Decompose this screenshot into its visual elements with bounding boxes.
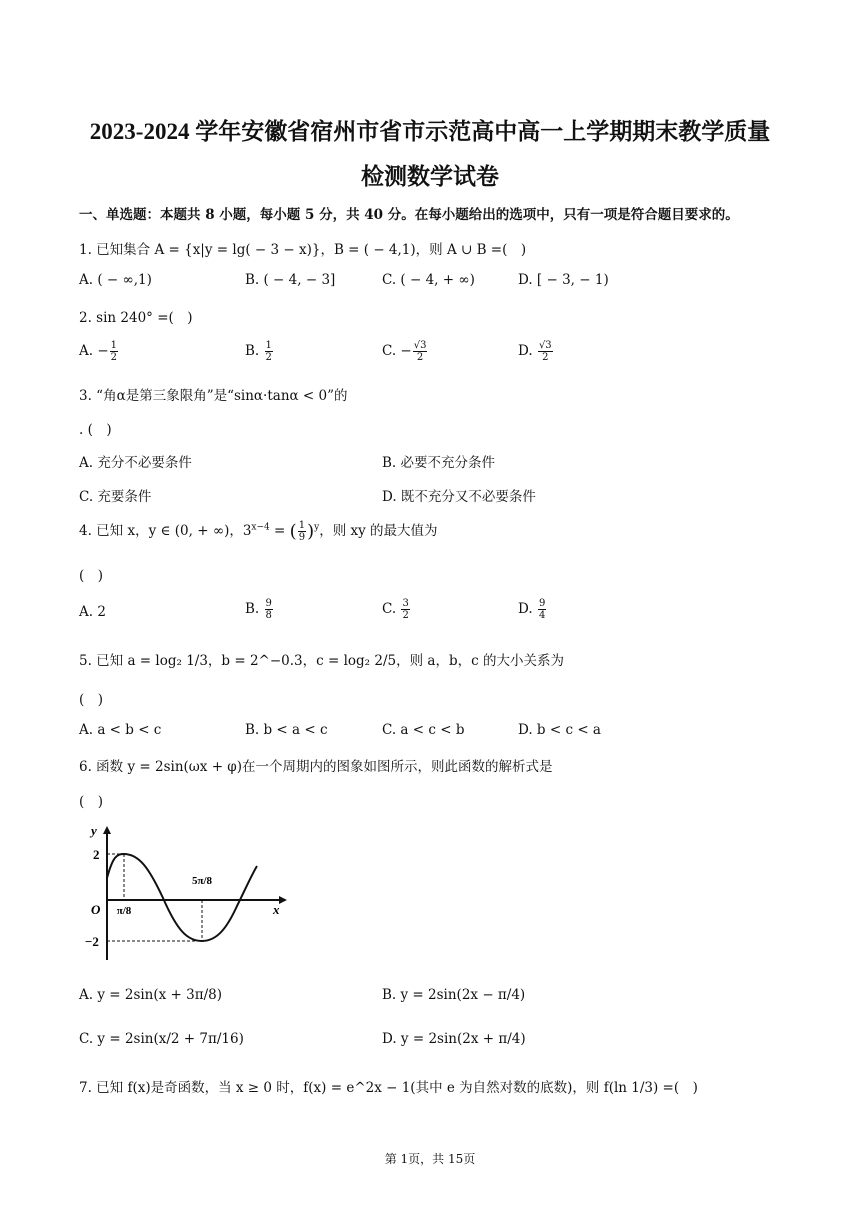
q4-option-a: A. 2	[79, 604, 106, 620]
q1-option-c: C. ( − 4, + ∞)	[382, 272, 475, 288]
q4-option-b: B. $\frac{9}{8}$	[245, 598, 272, 621]
q2-option-c: C. − $\frac{√3}{2}$	[382, 340, 427, 363]
sine-curve	[107, 854, 257, 941]
q3-option-d: D. 既不充分又不必要条件	[382, 489, 536, 505]
x-axis-label: x	[273, 902, 280, 917]
q2-c-fraction: $\frac{√3}{2}$	[413, 340, 427, 363]
question-7-stem: 7. 已知 f(x)是奇函数，当 x ≥ 0 时，f(x) = e^2x − 1(其中 e 为自然对数的底数)，则 f(ln 1/3) =( )	[79, 1080, 698, 1096]
question-6-paren: ( )	[79, 794, 104, 810]
q6-option-c: C. y = 2sin(x/2 + 7π/16)	[79, 1031, 244, 1047]
q2-a-fraction: $\frac{1}{2}$	[110, 340, 118, 363]
q5-option-c: C. a < c < b	[382, 722, 465, 738]
question-3-paren: . ( )	[79, 422, 112, 438]
question-5-paren: ( )	[79, 692, 104, 708]
q2-option-d: D. $\frac{√3}{2}$	[518, 340, 552, 363]
pi8-label: π/8	[116, 905, 132, 917]
q5-option-d: D. b < c < a	[518, 722, 601, 738]
exam-title-line1: 2023-2024 学年安徽省宿州市省市示范高中高一上学期期末教学质量	[89, 119, 771, 144]
origin-label: O	[91, 902, 101, 917]
q6-option-d: D. y = 2sin(2x + π/4)	[382, 1031, 526, 1047]
fivepi8-label: 5π/8	[191, 875, 213, 887]
question-3-stem: 3. “角α是第三象限角”是“sinα·tanα < 0”的	[79, 388, 348, 404]
max-label: 2	[93, 847, 100, 862]
question-4-stem: 4. 已知 x，y ∈ (0, + ∞)，$3^{x-4}$ = ( $\frac{1}{9}$ )$^y$，则 xy 的最大值为	[79, 520, 438, 543]
q6-option-b: B. y = 2sin(2x − π/4)	[382, 987, 526, 1003]
min-label: −2	[85, 934, 99, 949]
q3-option-b: B. 必要不充分条件	[382, 455, 496, 471]
q4-stem-fraction: $\frac{1}{9}$	[298, 520, 306, 543]
q3-option-a: A. 充分不必要条件	[79, 455, 192, 471]
section-heading: 一、单选题：本题共 8 小题，每小题 5 分，共 40 分。在每小题给出的选项中，只有一项是符合题目要求的。	[79, 207, 739, 223]
page-footer: 第 1页，共 15页	[384, 1152, 476, 1166]
question-2-stem: 2. sin 240° =( )	[79, 310, 193, 326]
q2-b-fraction: $\frac{1}{2}$	[265, 340, 272, 363]
y-axis-arrow	[103, 826, 111, 834]
exam-title-line2: 检测数学试卷	[361, 164, 499, 189]
q2-option-a	[79, 340, 119, 363]
q1-option-a: A. ( − ∞,1)	[79, 272, 152, 288]
sine-graph-figure	[77, 818, 297, 968]
q4-option-c: C. $\frac{3}{2}$	[382, 598, 409, 621]
question-4-paren: ( )	[79, 568, 104, 584]
y-axis-label: y	[91, 823, 97, 838]
q2-a-prefix: A. −	[79, 343, 109, 359]
q1-option-b: B. ( − 4, − 3]	[245, 272, 336, 288]
x-axis-arrow	[279, 896, 287, 904]
q5-option-b: B. b < a < c	[245, 722, 328, 738]
q3-option-c: C. 充要条件	[79, 489, 152, 505]
q4-option-d: D. $\frac{9}{4}$	[518, 598, 546, 621]
q6-option-a: A. y = 2sin(x + 3π/8)	[79, 987, 223, 1003]
q1-option-d: D. [ − 3, − 1)	[518, 272, 609, 288]
q2-d-fraction: $\frac{√3}{2}$	[538, 340, 552, 363]
q5-option-a: A. a < b < c	[79, 722, 162, 738]
question-5-stem: 5. 已知 a = log₂ 1/3，b = 2^−0.3，c = log₂ 2/5，则 a，b，c 的大小关系为	[79, 653, 564, 669]
question-1-stem: 1. 已知集合 A = {x|y = lg( − 3 − x)}，B = ( − 4,1)，则 A ∪ B =( )	[79, 242, 527, 258]
q2-option-b: B. $\frac{1}{2}$	[245, 340, 272, 363]
question-6-stem: 6. 函数 y = 2sin(ωx + φ)在一个周期内的图象如图所示，则此函数的解析式是	[79, 759, 553, 775]
